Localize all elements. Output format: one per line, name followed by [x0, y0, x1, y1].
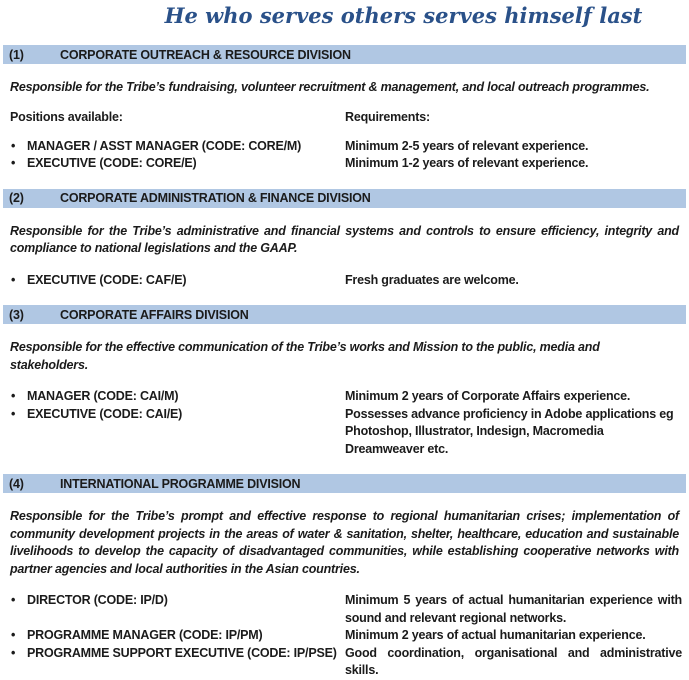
section-number: (2)	[9, 191, 24, 205]
position-name: MANAGER (CODE: CAI/M)	[27, 389, 179, 403]
position-requirement: Minimum 2 years of Corporate Affairs experience.	[345, 389, 631, 403]
bullet-icon	[0, 272, 27, 290]
section-number: (4)	[9, 476, 24, 491]
position-row	[0, 155, 689, 173]
positions-list	[0, 388, 689, 458]
position-name: EXECUTIVE (CODE: CAI/E)	[27, 406, 183, 421]
page-title: He who serves others serves himself last	[164, 3, 643, 28]
section-number: (1)	[9, 47, 24, 62]
section-header-1	[3, 45, 686, 64]
position-requirement: Minimum 1-2 years of relevant experience.	[345, 156, 589, 170]
section-header-4	[3, 474, 686, 493]
positions-list	[0, 138, 689, 173]
section-description: Responsible for the Tribe’s fundraising, volunteer recruitment & management, and local outreach programmes.	[10, 80, 650, 94]
bullet-icon	[0, 645, 27, 663]
position-requirement: Minimum 5 years of actual humanitarian experience with sound and relevant regional networks.	[345, 593, 682, 625]
columns-header	[0, 110, 689, 124]
positions-list	[0, 592, 689, 680]
position-row	[0, 592, 689, 627]
bullet-icon	[0, 406, 27, 424]
position-requirement: Minimum 2 years of actual humanitarian experience.	[345, 628, 646, 642]
position-name: DIRECTOR (CODE: IP/D)	[27, 593, 168, 607]
position-row	[0, 627, 689, 645]
position-requirement: Minimum 2-5 years of relevant experience.	[345, 138, 589, 153]
bullet-icon	[0, 138, 27, 156]
position-row	[0, 138, 689, 156]
section-title: INTERNATIONAL PROGRAMME DIVISION	[60, 476, 301, 491]
section-title: CORPORATE OUTREACH & RESOURCE DIVISION	[60, 47, 351, 62]
bullet-icon	[0, 388, 27, 406]
position-name: EXECUTIVE (CODE: CORE/E)	[27, 156, 197, 170]
positions-list	[0, 272, 689, 290]
section-title: CORPORATE AFFAIRS DIVISION	[60, 307, 249, 322]
section-number: (3)	[9, 307, 24, 322]
position-requirement: Fresh graduates are welcome.	[345, 272, 519, 287]
position-requirement: Good coordination, organisational and administrative skills.	[345, 645, 682, 677]
position-name: PROGRAMME SUPPORT EXECUTIVE (CODE: IP/PSE)	[27, 645, 337, 660]
section-header-3	[3, 305, 686, 324]
bullet-icon	[0, 155, 27, 173]
positions-column-header: Positions available:	[10, 109, 123, 124]
position-name: PROGRAMME MANAGER (CODE: IP/PM)	[27, 628, 263, 642]
requirements-column-header: Requirements:	[345, 109, 430, 124]
section-description: Responsible for the Tribe’s administrative and financial systems and controls to ensure efficiency, integrity and compliance to national legislations and the GAAP.	[10, 223, 679, 255]
bullet-icon	[0, 627, 27, 645]
position-row	[0, 645, 689, 680]
position-row	[0, 272, 689, 290]
section-description: Responsible for the Tribe’s prompt and effective response to regional humanitarian crises; implementation of community development projects in the areas of water & sanitation, shelter, healthcare, education and sustainable livelihoods to develop the capacity of disadvantaged communities, while establishing cooperative networks with partner agencies and local authorities in the Asian countries.	[10, 509, 679, 576]
position-name: MANAGER / ASST MANAGER (CODE: CORE/M)	[27, 138, 302, 153]
position-row	[0, 388, 689, 406]
position-row	[0, 406, 689, 459]
section-description: Responsible for the effective communication of the Tribe’s works and Mission to the public, media and stakeholders.	[10, 340, 600, 372]
position-name: EXECUTIVE (CODE: CAF/E)	[27, 272, 187, 287]
section-header-2	[3, 189, 686, 208]
section-title: CORPORATE ADMINISTRATION & FINANCE DIVISION	[60, 191, 371, 205]
bullet-icon	[0, 592, 27, 610]
position-requirement: Possesses advance proficiency in Adobe applications eg Photoshop, Illustrator, Indesign, Macromedia Dreamweaver etc.	[345, 406, 674, 456]
